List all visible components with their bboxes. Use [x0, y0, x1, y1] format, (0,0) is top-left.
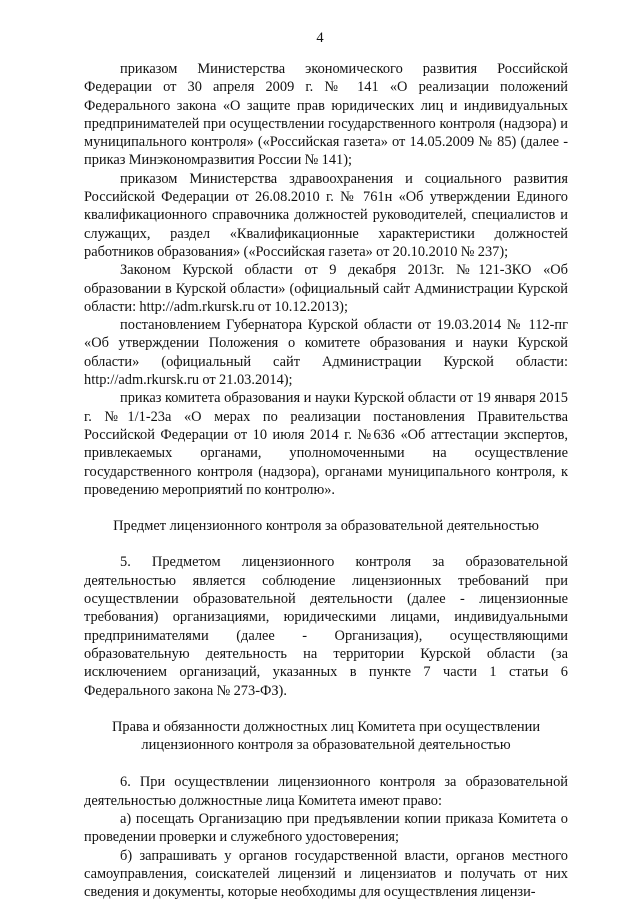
section-heading-subject: Предмет лицензионного контроля за образовательной деятельностью: [113, 518, 539, 535]
document-body: [84, 60, 568, 901]
page-number: 4: [316, 30, 324, 46]
legal-basis-item: постановлением Губернатора Курской области от 19.03.2014 № 112-пг «Об утверждении Положения о комитете образования и науки Курской области» (официальный сайт Администрации Курской области: http://adm.rkursk.ru от 21.03.2014);: [84, 317, 568, 389]
legal-basis-item: Законом Курской области от 9 декабря 2013г. №121-ЗКО «Об образовании в Курской области» (официальный сайт Администрации Курской области: http://adm.rkursk.ru от 10.12.2013);: [84, 262, 568, 315]
legal-basis-item: приказ комитета образования и науки Курской области от 19 января 2015 г. №1/1-23а «О мерах по реализации постановления Правительства Российской Федерации от 10 июля 2014 г. №636 «Об аттестации экспертов, привлекаемых органами, уполномоченными на осуществление государственного контроля (надзора), органами муниципального контроля, к проведению мероприятий по контролю».: [84, 390, 568, 498]
section-heading-rights: Права и обязанности должностных лиц Комитета при осуществлении лицензионного контроля за образовательной деятельностью: [111, 718, 541, 754]
legal-basis-item: приказом Министерства здравоохранения и социального развития Российской Федерации от 26.08.2010 г. № 761н «Об утверждении Единого квалификационного справочника должностей руководителей, специалистов и служащих, раздел «Квалификационные характеристики должностей работников образования» («Российская газета» от 20.10.2010 № 237);: [84, 170, 568, 260]
paragraph-5: 5. Предметом лицензионного контроля за образовательной деятельностью является соблюдение лицензионных требований при осуществлении образовательной деятельности (далее - лицензионные требования) организациями, юридическими лицами, индивидуальными предпринимателями (далее - Организация), осуществляющими образовательную деятельность на территории Курской области (за исключением организаций, указанных в пункте 7 части 1 статьи 6 Федерального закона № 273-ФЗ).: [84, 554, 568, 699]
paragraph-6a: а) посещать Организацию при предъявлении копии приказа Комитета о проведении проверки и служебного удостоверения;: [84, 810, 568, 846]
paragraph-6: 6. При осуществлении лицензионного контроля за образовательной деятельностью должностные лица Комитета имеют право:: [84, 774, 568, 809]
legal-basis-item: приказом Министерства экономического развития Российской Федерации от 30 апреля 2009 г. № 141 «О реализации положений Федерального закона «О защите прав юридических лиц и индивидуальных предпринимателей при осуществлении государственного контроля (надзора) и муниципального контроля» («Российская газета» от 14.05.2009 № 85) (далее - приказ Минэкономразвития России № 141);: [84, 61, 568, 169]
paragraph-6b: б) запрашивать у органов государственной власти, органов местного самоуправления, соискателей лицензий и лицензиатов и получать от них сведения и документы, которые необходимы для осуществления лицензи-: [84, 847, 568, 901]
